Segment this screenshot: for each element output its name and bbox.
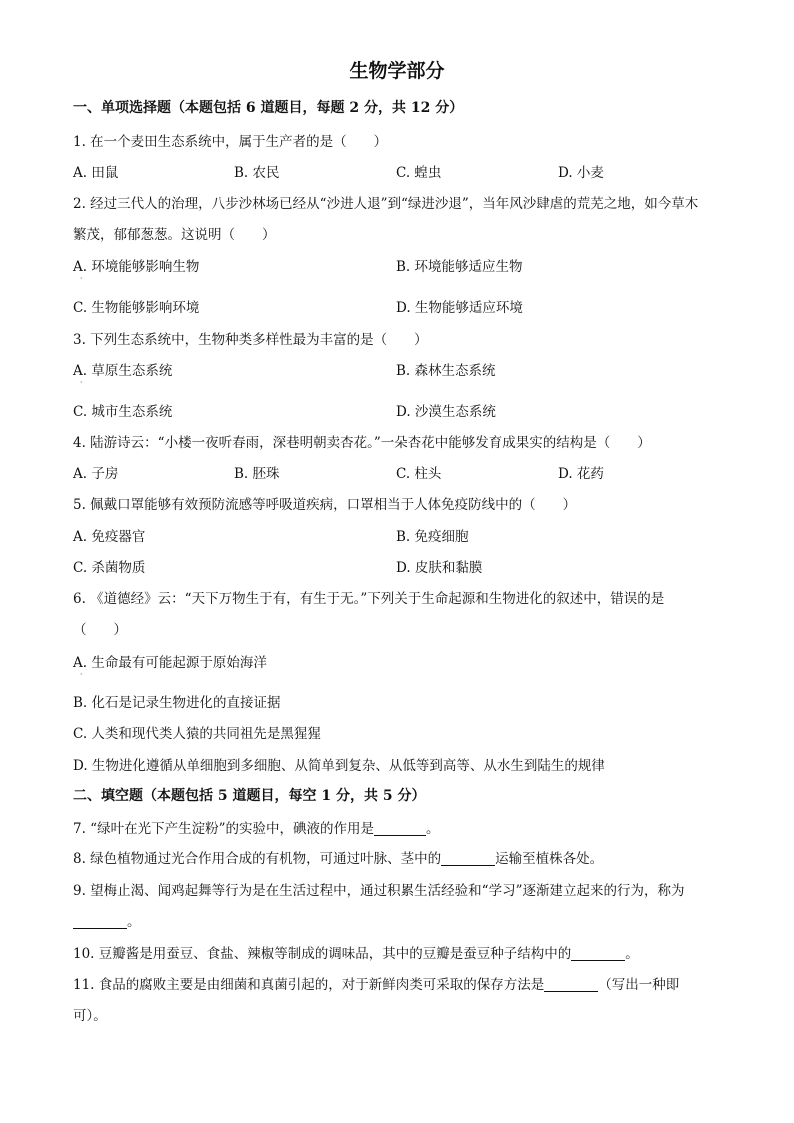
q4-option-b: B. 胚珠 [234,466,280,482]
q2-option-c: C. 生物能够影响环境 [73,300,200,316]
q11-text: 11. 食品的腐败主要是由细菌和真菌引起的，对于新鲜肉类可采取的保存方法是 [73,977,545,993]
question-1-stem: 1. 在一个麦田生态系统中，属于生产者的是（ ） [73,134,388,150]
question-9-line1: 9. 望梅止渴、闻鸡起舞等行为是在生活过程中，通过积累生活经验和“学习”逐渐建立起来的行为，称为 [73,883,685,899]
q11-tail: （写出一种即 [598,977,680,993]
q7-text: 7. “绿叶在光下产生淀粉”的实验中，碘液的作用是 [73,821,374,837]
dot-mark: · [80,378,83,387]
q6-option-a: A. 生命最有可能起源于原始海洋 [73,655,267,671]
question-2-stem-line1: 2. 经过三代人的治理，八步沙林场已经从“沙进人退”到“绿进沙退”，当年风沙肆虐的荒芜之地，如今草木 [73,196,699,212]
q5-option-a: A. 免疫器官 [73,529,146,545]
q1-option-d: D. 小麦 [558,165,604,181]
q3-option-c: C. 城市生态系统 [73,404,173,420]
question-8 [73,847,603,867]
q5-option-d: D. 皮肤和黏膜 [396,560,483,576]
q8-text: 8. 绿色植物通过光合作用合成的有机物，可通过叶脉、茎中的 [73,851,442,867]
dot-mark: · [80,670,83,679]
question-9-line2 [73,910,141,930]
answer-blank[interactable] [571,946,625,961]
question-7 [73,817,439,837]
question-6-stem-line1: 6. 《道德经》云：“天下万物生于有，有生于无。”下列关于生命起源和生物进化的叙述中，错误的是 [73,591,665,607]
question-5-stem: 5. 佩戴口罩能够有效预防流感等呼吸道疾病，口罩相当于人体免疫防线中的（ ） [73,497,577,513]
q1-option-a: A. 田鼠 [73,165,119,181]
q10-text: 10. 豆瓣酱是用蚕豆、食盐、辣椒等制成的调味品，其中的豆瓣是蚕豆种子结构中的 [73,946,572,962]
q6-option-c: C. 人类和现代类人猿的共同祖先是黑猩猩 [73,726,321,742]
q4-option-a: A. 子房 [73,466,119,482]
q1-option-b: B. 农民 [234,165,280,181]
q2-option-d: D. 生物能够适应环境 [396,300,523,316]
q2-option-b: B. 环境能够适应生物 [396,259,523,275]
q10-tail: 。 [625,946,639,962]
q5-option-b: B. 免疫细胞 [396,529,469,545]
q8-tail: 运输至植株各处。 [495,851,604,867]
q3-option-d: D. 沙漠生态系统 [396,404,496,420]
question-3-stem: 3. 下列生态系统中，生物种类多样性最为丰富的是（ ） [73,332,428,348]
q5-option-c: C. 杀菌物质 [73,560,146,576]
q4-option-d: D. 花药 [558,466,604,482]
question-11-line2: 可）。 [73,1008,107,1024]
question-6-stem-line2: （ ） [73,622,127,638]
section-heading-fill: 二、填空题（本题包括 5 道题目，每空 1 分，共 5 分） [73,788,426,804]
q3-option-b: B. 森林生态系统 [396,363,496,379]
question-11-line1 [73,973,679,993]
answer-blank[interactable] [441,851,495,866]
dot-mark: · [80,274,83,283]
q9-tail: 。 [127,914,141,930]
answer-blank[interactable] [374,821,426,836]
answer-blank[interactable] [544,977,598,992]
question-2-stem-line2: 繁茂，郁郁葱葱。这说明（ ） [73,227,276,243]
q4-option-c: C. 柱头 [396,466,442,482]
answer-blank[interactable] [73,914,127,929]
question-10 [73,942,639,962]
q6-option-b: B. 化石是记录生物进化的直接证据 [73,695,281,711]
q1-option-c: C. 蝗虫 [396,165,442,181]
section-heading-choice: 一、单项选择题（本题包括 6 道题目，每题 2 分，共 12 分） [73,100,464,116]
q7-tail: 。 [425,821,440,837]
q3-option-a: A. 草原生态系统 [73,363,173,379]
q6-option-d: D. 生物进化遵循从单细胞到多细胞、从简单到复杂、从低等到高等、从水生到陆生的规律 [73,758,605,774]
page-title: 生物学部分 [349,60,445,82]
question-4-stem: 4. 陆游诗云：“小楼一夜听春雨，深巷明朝卖杏花。”一朵杏花中能够发育成果实的结构是（ ） [73,435,651,451]
q2-option-a: A. 环境能够影响生物 [73,259,200,275]
